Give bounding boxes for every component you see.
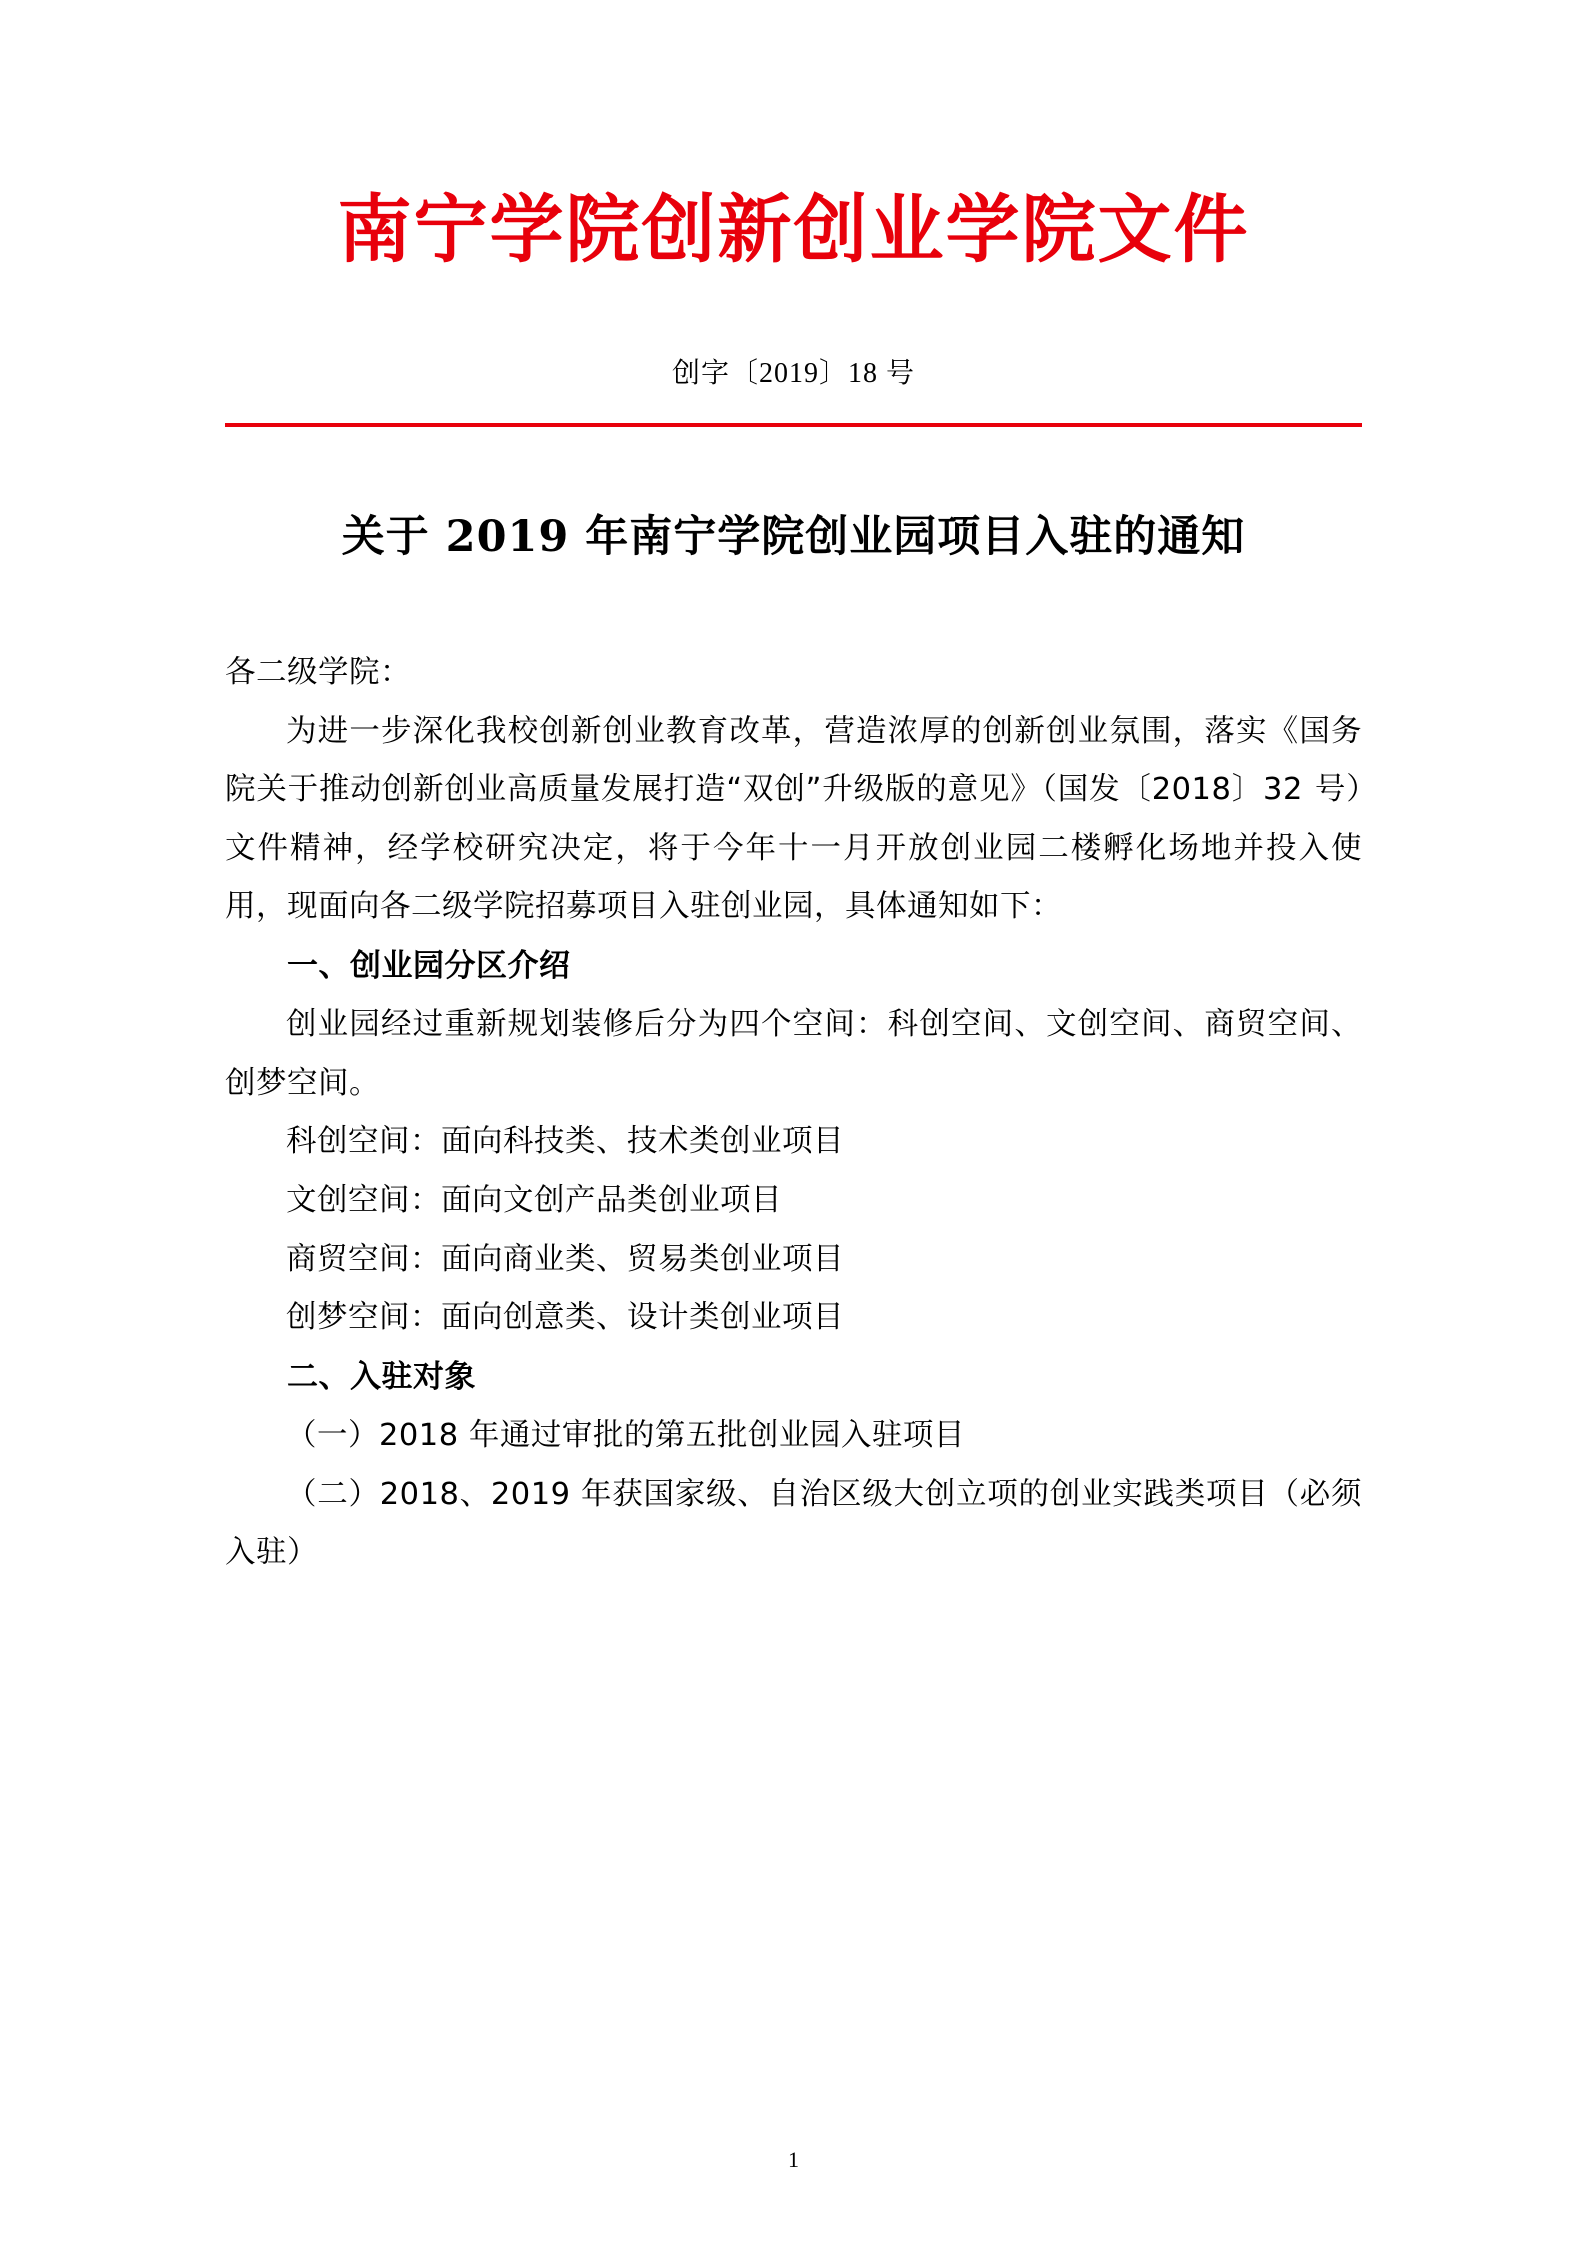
document-masthead: 南宁学院创新创业学院文件 [337, 187, 1250, 273]
section-one-item-2: 文创空间：面向文创产品类创业项目 [286, 1182, 782, 1218]
document-body [225, 644, 1362, 1583]
section-one-heading: 一、创业园分区介绍 [287, 947, 571, 984]
document-number: 创字〔2019〕18 号 [671, 358, 915, 390]
section-one-intro: 创业园经过重新规划装修后分为四个空间：科创空间、文创空间、商贸空间、创梦空间。 [225, 1007, 1362, 1101]
intro-paragraph: 为进一步深化我校创新创业教育改革，营造浓厚的创新创业氛围，落实《国务院关于推动创新创业高质量发展打造“双创”升级版的意见》（国发〔2018〕32 号）文件精神，经学校研究决定，将于今年十一月开放创业园二楼孵化场地并投入使用，现面向各二级学院招募项目入驻创业园，具体通知如下： [225, 713, 1362, 925]
section-one-item-4: 创梦空间：面向创意类、设计类创业项目 [286, 1300, 844, 1336]
document-title: 关于 2019 年南宁学院创业园项目入驻的通知 [341, 512, 1246, 563]
page-number: 1 [788, 2147, 799, 2172]
section-two-heading: 二、入驻对象 [287, 1358, 476, 1395]
salutation: 各二级学院： [225, 655, 411, 691]
red-divider-rule [225, 423, 1362, 427]
section-one-item-3: 商贸空间：面向商业类、贸易类创业项目 [286, 1241, 844, 1277]
section-one-item-1: 科创空间：面向科技类、技术类创业项目 [286, 1124, 844, 1160]
section-two-item-2: （二）2018、2019 年获国家级、自治区级大创立项的创业实践类项目（必须入驻） [225, 1476, 1362, 1571]
section-two-item-1: （一）2018 年通过审批的第五批创业园入驻项目 [286, 1418, 965, 1454]
